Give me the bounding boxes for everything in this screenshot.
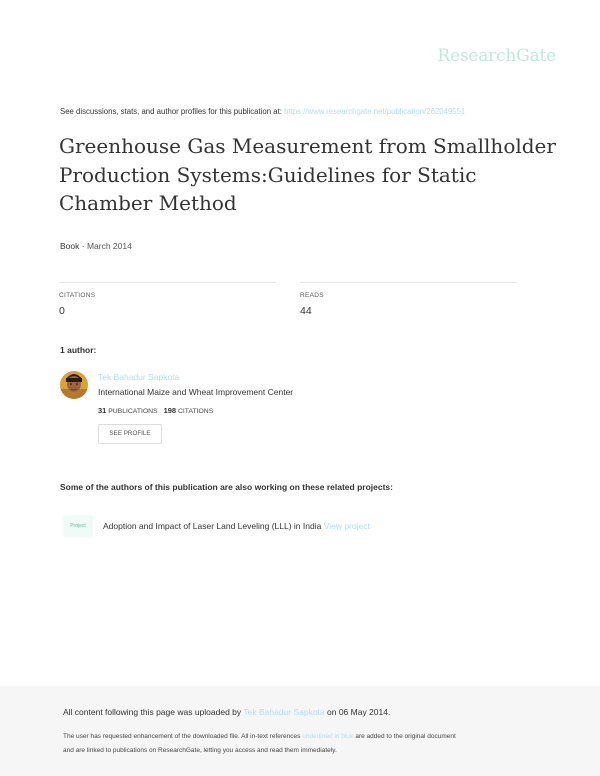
upload-prefix: All content following this page was uploaded by [63,707,244,717]
author-publications-label: PUBLICATIONS [108,408,158,415]
meta-separator: · [79,241,87,251]
note-line-1 [63,730,456,744]
author-name-link[interactable]: Tek Bahadur Sapkota [98,372,180,382]
publication-url-link[interactable]: https://www.researchgate.net/publication/262049551 [284,107,466,116]
view-project-link[interactable]: View project [323,521,370,531]
author-avatar[interactable] [60,371,88,399]
reads-label: READS [300,292,324,299]
reads-stat [300,282,517,317]
note-line-1-b: are added to the original document [353,733,456,740]
see-profile-button[interactable]: SEE PROFILE [98,424,162,444]
reads-value: 44 [300,305,312,317]
author-citations-label: CITATIONS [178,408,214,415]
researchgate-logo[interactable]: ResearchGate [437,46,556,66]
project-item [103,521,370,531]
related-projects-heading: Some of the authors of this publication are also working on these related projects: [60,482,393,492]
discussion-prefix: See discussions, stats, and author profiles for this publication at: [60,107,285,116]
enhancement-note [63,730,456,758]
underlined-link[interactable]: underlined in blue [302,733,354,740]
author-citations-count: 198 [163,406,177,415]
publication-type: Book [60,241,80,251]
note-line-1-a: The user has requested enhancement of the downloaded file. All in-text references [63,733,303,740]
author-photo [60,371,88,399]
project-icon: Project [63,515,93,537]
footer [0,686,600,776]
upload-suffix: on 06 May 2014. [324,707,391,717]
author-publications-count: 31 [98,406,107,415]
author-stats [98,406,213,415]
citations-value: 0 [59,305,65,317]
upload-notice [63,707,390,717]
note-line-2: and are linked to publications on ResearchGate, letting you access and read them immediately. [63,747,337,754]
authors-heading: 1 author: [60,345,97,355]
citations-label: CITATIONS [59,292,96,299]
publication-title: Greenhouse Gas Measurement from Smallholder Production Systems:Guidelines for Static Chamber Method [59,134,556,215]
author-affiliation: International Maize and Wheat Improvement Center [98,387,294,397]
citations-stat [59,282,276,317]
publication-meta [60,241,132,251]
publication-date: March 2014 [86,241,132,251]
project-title: Adoption and Impact of Laser Land Leveling (LLL) in India [103,521,322,531]
discussion-line [60,107,465,116]
uploader-link[interactable]: Tek Bahadur Sapkota [243,707,325,717]
